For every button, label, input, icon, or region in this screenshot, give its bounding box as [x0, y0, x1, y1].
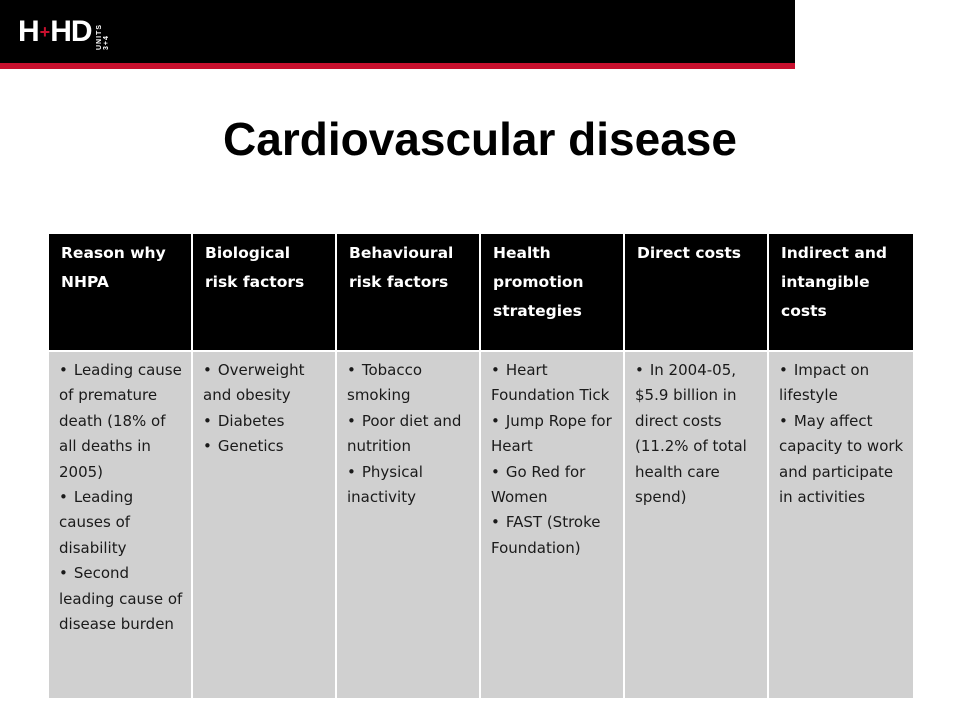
page-title: Cardiovascular disease	[223, 113, 737, 165]
list-item: • Leading cause of premature death (18% of all deaths in 2005)	[59, 358, 185, 485]
nhpa-table	[47, 232, 915, 700]
list-item: • Heart Foundation Tick	[491, 358, 617, 409]
list-item: • Overweight and obesity	[203, 358, 329, 409]
list-item: • Diabetes	[203, 409, 329, 434]
list-item: • Second leading cause of disease burden	[59, 561, 185, 637]
table-cell-direct-costs	[624, 351, 768, 699]
table-row	[48, 351, 914, 699]
list-item: • Jump Rope for Heart	[491, 409, 617, 460]
header-row	[48, 233, 914, 351]
list-item: • Leading causes of disability	[59, 485, 185, 561]
table-cell-strategies	[480, 351, 624, 699]
list-item: • Go Red for Women	[491, 460, 617, 511]
logo-hd: HD	[50, 15, 92, 48]
list-item: • In 2004-05, $5.9 billion in direct costs (11.2% of total health care spend)	[635, 358, 761, 510]
list-item: • Physical inactivity	[347, 460, 473, 511]
list-item: • Impact on lifestyle	[779, 358, 907, 409]
table-cell-behavioural	[336, 351, 480, 699]
header-cell: Direct costs	[624, 233, 768, 351]
logo-units: UNITS 3+4	[95, 24, 110, 50]
list-item: • Genetics	[203, 434, 329, 459]
header-cell: Health promotion strategies	[480, 233, 624, 351]
logo-plus: +	[39, 21, 50, 42]
header-cell: Reason why NHPA	[48, 233, 192, 351]
list-item: • FAST (Stroke Foundation)	[491, 510, 617, 561]
logo-h: H	[18, 15, 39, 48]
logo	[18, 14, 110, 50]
table-cell-reason	[48, 351, 192, 699]
header-cell: Biological risk factors	[192, 233, 336, 351]
header-bar	[0, 0, 795, 69]
header-cell: Indirect and intangible costs	[768, 233, 914, 351]
list-item: • Tobacco smoking	[347, 358, 473, 409]
table-cell-indirect-costs	[768, 351, 914, 699]
table-cell-biological	[192, 351, 336, 699]
list-item: • May affect capacity to work and participate in activities	[779, 409, 907, 511]
header-cell: Behavioural risk factors	[336, 233, 480, 351]
list-item: • Poor diet and nutrition	[347, 409, 473, 460]
